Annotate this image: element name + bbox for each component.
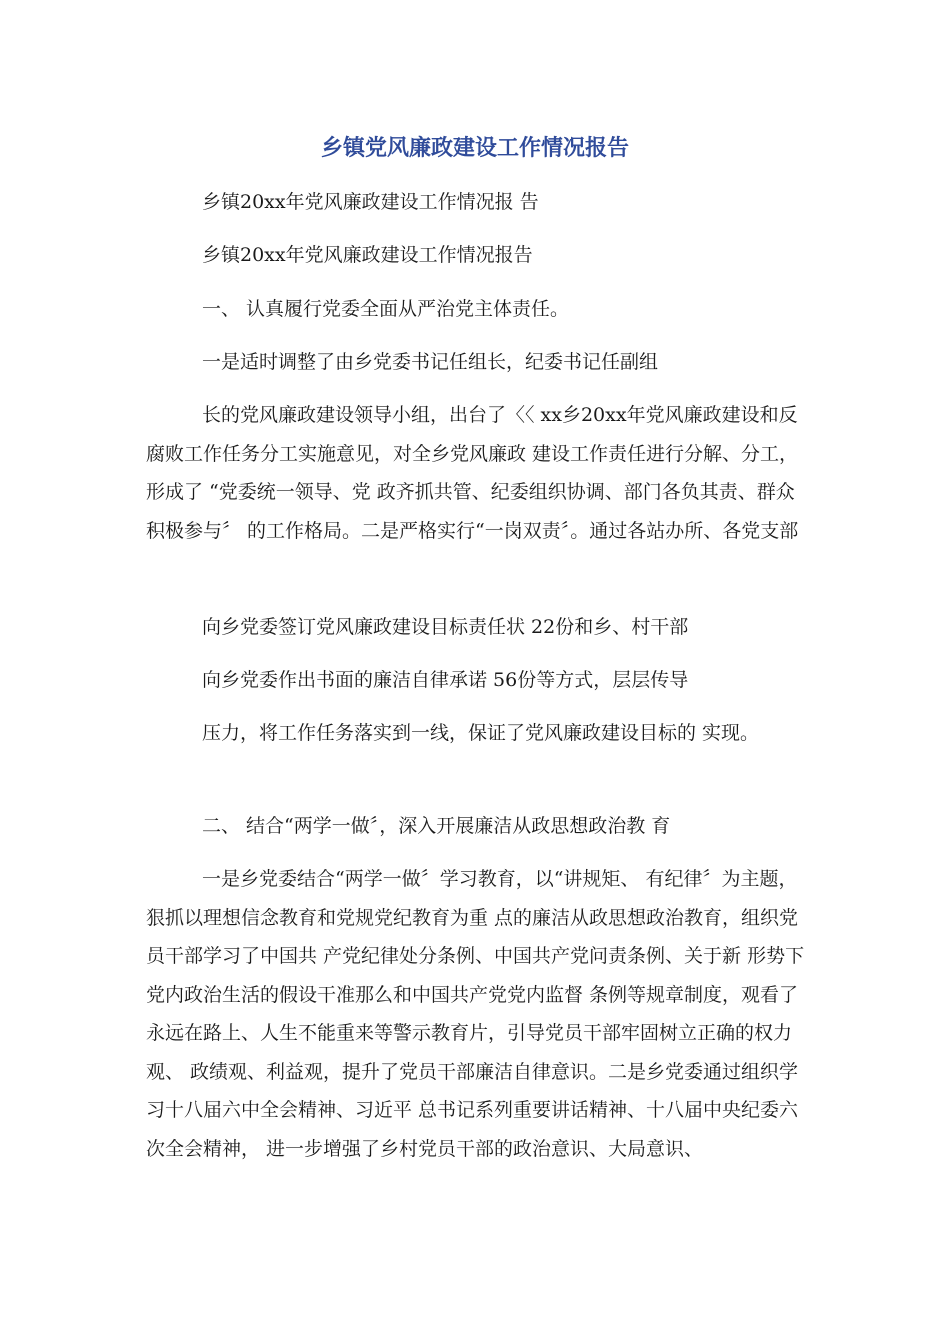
document-title: 乡镇党风廉政建设工作情况报告: [320, 136, 629, 161]
paragraph-body: 一是适时调整了由乡党委书记任组长，纪委书记任副组: [202, 351, 659, 373]
paragraph-section-2-heading: 二、 结合“两学一做〞，深入开展廉洁从政思想政治教 育: [202, 815, 671, 837]
paragraph-body: 一是乡党委结合“两学一做〞学习教育，以“讲规矩、 有纪律〞为主题，狠抓以理想信念教育和党规党纪教育为重 点的廉洁从政思想政治教育，组织党员干部学习了中国共 产党纪律处分条例、中国共产党问责条例、关于新 形势下党内政治生活的假设干准那么和中国共产党党内监督 条例等规章制度，观看了永远在路上、人生不能重来等警示教育片，引导党员干部牢固树立正确的权力观、 政绩观、利益观，提升了党员干部廉洁自律意识。二是乡党委通过组织学习十八届六中全会精神、习近平 总书记系列重要讲话精神、十八届中央纪委六次全会精神， 进一步增强了乡村党员干部的政治意识、大局意识、: [146, 868, 805, 1160]
paragraph-body: 压力，将工作任务落实到一线，保证了党风廉政建设目标的 实现。: [202, 722, 760, 744]
paragraph-section-1-heading: 一、 认真履行党委全面从严治党主体责任。: [202, 298, 570, 320]
paragraph-body: 长的党风廉政建设领导小组，出台了〈〈 xx乡20xx年党风廉政建设和反腐败工作任务分工实施意见，对全乡党风廉政 建设工作责任进行分解、分工，形成了 “党委统一领导、党 政齐抓共管、纪委组织协调、部门各负其责、群众积极参与〞 的工作格局。二是严格实行“一岗双责〞。通过各站办所、各党支部: [146, 404, 799, 542]
paragraph-body: 向乡党委作出书面的廉洁自律承诺 56份等方式，层层传导: [202, 669, 689, 691]
paragraph-body: 向乡党委签订党风廉政建设目标责任状 22份和乡、村干部: [202, 616, 689, 638]
paragraph-subtitle-1: 乡镇20xx年党风廉政建设工作情况报 告: [202, 191, 539, 213]
paragraph-subtitle-2: 乡镇20xx年党风廉政建设工作情况报告: [202, 244, 533, 266]
